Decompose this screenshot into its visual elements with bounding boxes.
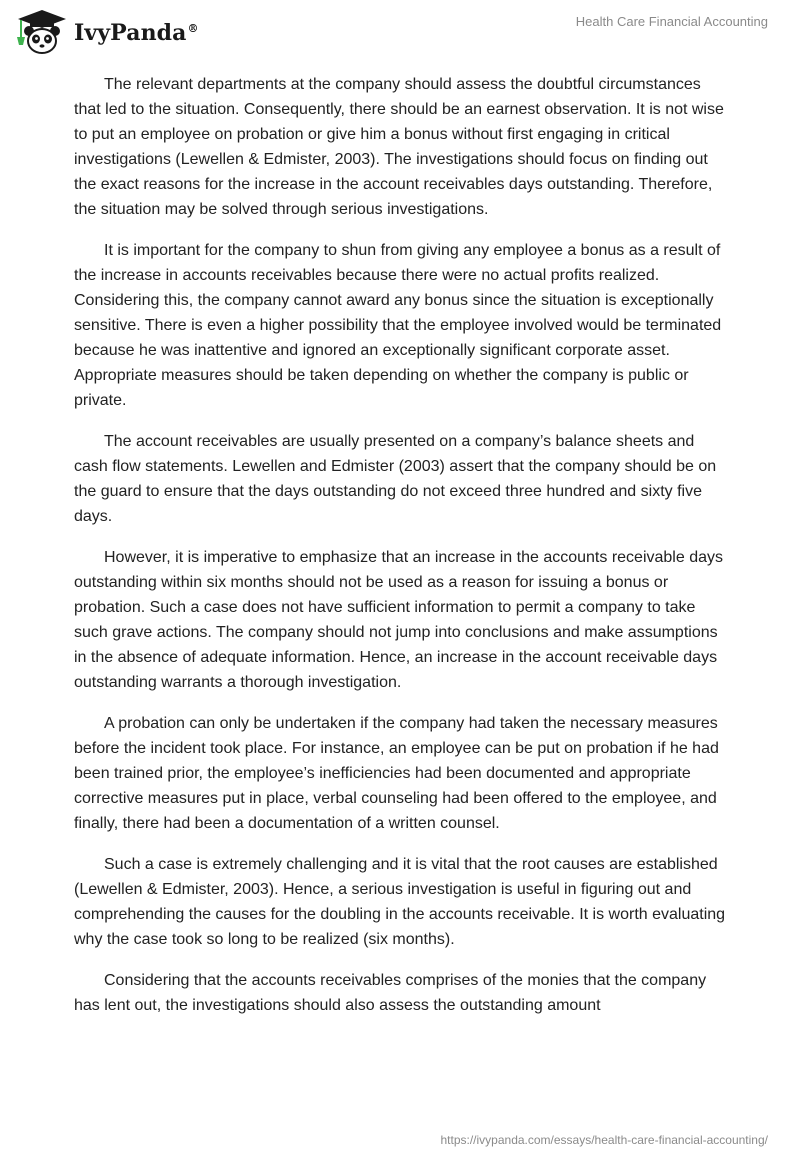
paragraph: However, it is imperative to emphasize that an increase in the accounts receivable days outstanding within six months should not be used as a reason for issuing a bonus or probation. Such a case does not have sufficient information to permit a company to take such grave actions. The company should not jump into conclusions and make assumptions in the absence of adequate information. Hence, an increase in the account receivable days outstanding warrants a thorough investigation. — [74, 549, 723, 691]
registered-mark: ® — [187, 21, 199, 35]
essay-body — [74, 72, 730, 1034]
paragraph: The account receivables are usually presented on a company’s balance sheets and cash flow statements. Lewellen and Edmister (2003) assert that the company should be on the guard to ensure that the days outstanding do not exceed three hundred and sixty five days. — [74, 433, 717, 525]
panda-graduation-cap-icon — [12, 7, 68, 57]
source-url[interactable]: https://ivypanda.com/essays/health-care-financial-accounting/ — [440, 1133, 768, 1147]
document-title: Health Care Financial Accounting — [575, 14, 768, 29]
ivypanda-logo[interactable] — [12, 7, 199, 57]
paragraph: Such a case is extremely challenging and it is vital that the root causes are established (Lewellen & Edmister, 2003). Hence, a serious investigation is useful in figuring out and comprehending the causes for the doubling in the accounts receivable. It is worth evaluating why the case took so long to be realized (six months). — [74, 856, 726, 948]
paragraph: The relevant departments at the company should assess the doubtful circumstances that led to the situation. Consequently, there should be an earnest observation. It is not wise to put an employee on probation or give him a bonus without first engaging in critical investigations (Lewellen & Edmister, 2003). The investigations should focus on finding out the exact reasons for the increase in the account receivables days outstanding. Therefore, the situation may be solved through serious investigations. — [74, 76, 724, 218]
logo-text: IvyPanda® — [74, 20, 199, 46]
paragraph: It is important for the company to shun from giving any employee a bonus as a result of the increase in accounts receivables because there were no actual profits realized. Considering this, the company cannot award any bonus since the situation is exceptionally sensitive. There is even a higher possibility that the employee involved would be terminated because he was inattentive and ignored an exceptionally significant corporate asset. Appropriate measures should be taken depending on whether the company is public or private. — [74, 242, 722, 409]
paragraph: Considering that the accounts receivables comprises of the monies that the company has lent out, the investigations should also assess the outstanding amount — [74, 972, 707, 1014]
page-header — [0, 0, 800, 60]
paragraph: A probation can only be undertaken if the company had taken the necessary measures before the incident took place. For instance, an employee can be put on probation if he had been trained prior, the employee’s inefficiencies had been documented and appropriate corrective measures put in place, verbal counseling had been offered to the employee, and finally, there had been a documentation of a written counsel. — [74, 715, 719, 832]
